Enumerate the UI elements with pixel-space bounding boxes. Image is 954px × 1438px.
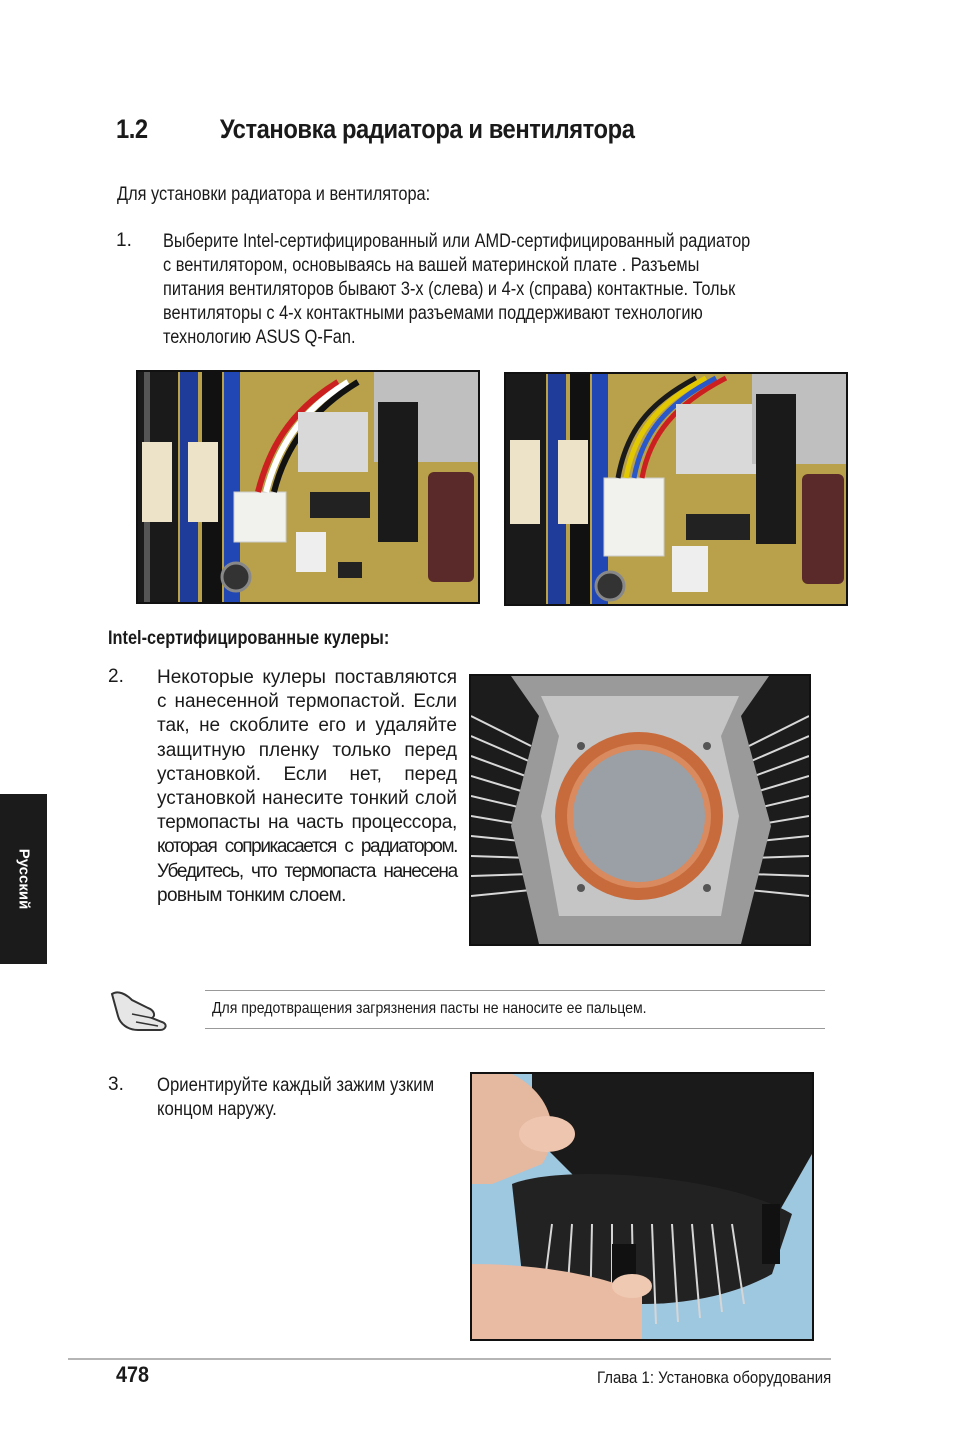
photo-hands-clip [470, 1072, 814, 1341]
step-2-line: с нанесенной термопастой. Если [157, 691, 457, 713]
step-1-line: технологию ASUS Q-Fan. [163, 327, 356, 348]
page-number: 478 [116, 1362, 150, 1387]
note-text: Для предотвращения загрязнения пасты не наносите ее пальцем. [212, 1000, 647, 1017]
photo-cooler-base [469, 674, 811, 946]
photo-4pin-connector [504, 372, 848, 606]
step-2-number: 2. [108, 666, 124, 687]
step-2-line: так, не скоблите его и удаляйте [157, 715, 457, 737]
step-3-text [157, 1074, 434, 1122]
step-1-number: 1. [116, 230, 132, 251]
step-2-line: установкой нанесите тонкий слой [157, 788, 457, 810]
step-2-line: Некоторые кулеры поставляются [157, 667, 457, 688]
note-bottom-rule [205, 1028, 825, 1029]
step-1-line: питания вентиляторов бывают 3-х (слева) и 4-х (справа) контактные. Тольк [163, 279, 736, 300]
intro-text: Для установки радиатора и вентилятора: [117, 184, 431, 205]
step-2-line: ровным тонким слоем. [157, 884, 346, 906]
section-title: Установка радиатора и вентилятора [219, 114, 635, 144]
intel-coolers-heading: Intel-сертифицированные кулеры: [108, 628, 390, 649]
step-1-line: с вентилятором, основываясь на вашей материнской плате . Разъемы [163, 255, 700, 276]
step-2-text [157, 666, 457, 908]
step-2-line: защитную пленку только перед [157, 739, 457, 761]
step-1-text [163, 230, 799, 350]
chapter-title: Глава 1: Установка оборудования [596, 1368, 831, 1387]
step-2-line: которая соприкасается с радиатором. [157, 836, 457, 858]
step-1-line: вентиляторы с 4-х контактными разъемами поддерживают технологию [163, 303, 703, 324]
hand-pointer-icon [108, 984, 170, 1034]
step-3-line: концом наружу. [157, 1099, 277, 1120]
step-2-line: Убедитесь, что термопаста нанесена [157, 860, 457, 882]
photo-3pin-connector [136, 370, 480, 604]
sidebar-language-label: Русский [15, 848, 32, 910]
step-2-line: термопасты на часть процессора, [157, 812, 457, 834]
section-number: 1.2 [116, 114, 148, 144]
step-2-line: установкой. Если нет, перед [157, 763, 457, 785]
language-sidebar-tab [0, 794, 47, 964]
step-3-number: 3. [108, 1074, 124, 1095]
note-top-rule [205, 990, 825, 991]
footer-rule [68, 1358, 831, 1360]
step-1-line: Выберите Intel-сертифицированный или AMD-сертифицированный радиатор [163, 231, 751, 252]
step-3-line: Ориентируйте каждый зажим узким [157, 1075, 435, 1096]
section-heading [116, 114, 634, 145]
